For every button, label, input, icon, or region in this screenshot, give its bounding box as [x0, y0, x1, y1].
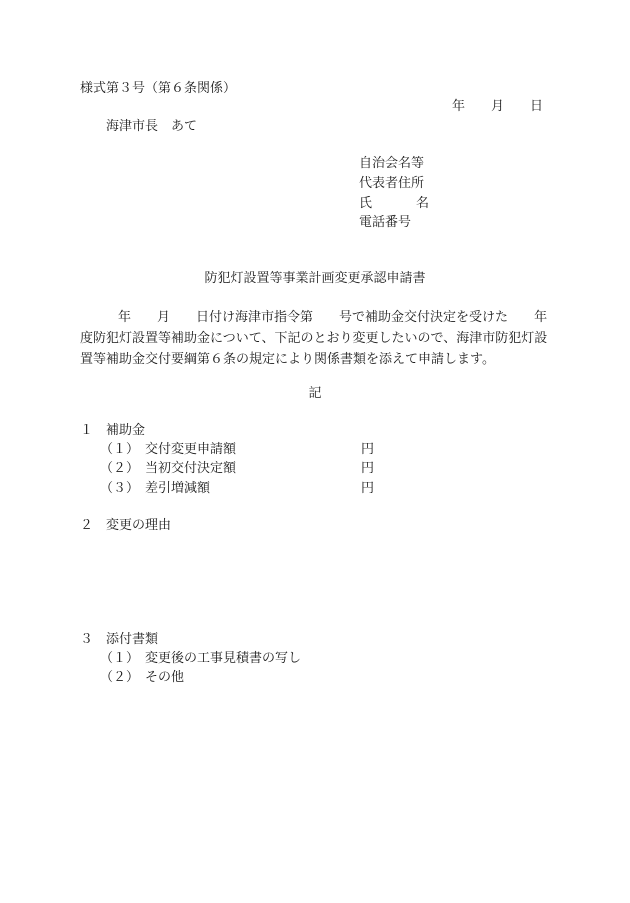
subsidy-row-difference — [100, 480, 374, 498]
applicant-org-label: 自治会名等 — [359, 156, 425, 171]
body-decision-rest: 号で補助金交付決定を受けた — [339, 310, 509, 325]
body-line-1 — [80, 307, 548, 328]
section-2-heading — [80, 517, 171, 535]
section-2-label: 変更の理由 — [106, 518, 172, 533]
section-1-label: 補助金 — [106, 423, 146, 438]
applicant-name-label — [359, 195, 429, 213]
attachment-row-other — [100, 669, 184, 687]
subsidy-row-initial-decision — [100, 460, 374, 478]
date-line — [452, 98, 543, 116]
applicant-address-label: 代表者住所 — [359, 176, 425, 191]
form-number: 様式第３号（第６条関係） — [80, 81, 237, 96]
item-number: （１） — [100, 442, 140, 457]
item-number: （３） — [100, 481, 140, 496]
subsidy-row-change-request — [100, 441, 374, 459]
item-number: （１） — [100, 651, 140, 666]
item-label: 差引増減額 — [145, 481, 211, 496]
body-decision-ref: 日付け海津市指令第 — [196, 310, 314, 325]
section-1-heading — [80, 422, 145, 440]
body-paragraph — [80, 307, 548, 370]
body-year: 年 — [118, 310, 132, 325]
item-number: （２） — [100, 461, 140, 476]
item-label: 交付変更申請額 — [145, 442, 237, 457]
section-3-number: ３ — [80, 632, 94, 647]
applicant-tel-label: 電話番号 — [359, 215, 412, 230]
body-month: 月 — [157, 310, 171, 325]
addressee: 海津市長 あて — [106, 119, 198, 134]
ki-marker: 記 — [308, 386, 322, 401]
item-label: 当初交付決定額 — [145, 461, 237, 476]
document-title: 防犯灯設置等事業計画変更承認申請書 — [204, 271, 426, 286]
attachment-row-estimate-copy — [100, 650, 301, 668]
item-label: その他 — [145, 670, 185, 685]
body-line-2: 度防犯灯設置等補助金について、下記のとおり変更したいので、海津市防犯灯設 — [80, 331, 548, 346]
section-1-number: １ — [80, 423, 94, 438]
section-3-label: 添付書類 — [106, 632, 159, 647]
item-number: （２） — [100, 670, 140, 685]
yen-unit: 円 — [361, 461, 375, 476]
yen-unit: 円 — [361, 442, 375, 457]
item-label: 変更後の工事見積書の写し — [145, 651, 302, 666]
body-line-3: 置等補助金交付要綱第６条の規定により関係書類を添えて申請します。 — [80, 352, 495, 367]
applicant-name-second-char: 名 — [416, 196, 430, 211]
yen-unit: 円 — [361, 481, 375, 496]
date-day-label: 日 — [530, 99, 544, 114]
body-fiscal-year: 年 — [534, 310, 548, 325]
date-month-label: 月 — [491, 99, 505, 114]
section-3-heading — [80, 631, 158, 649]
applicant-name-first-char: 氏 — [359, 196, 373, 211]
section-2-number: ２ — [80, 518, 94, 533]
date-year-label: 年 — [452, 99, 466, 114]
